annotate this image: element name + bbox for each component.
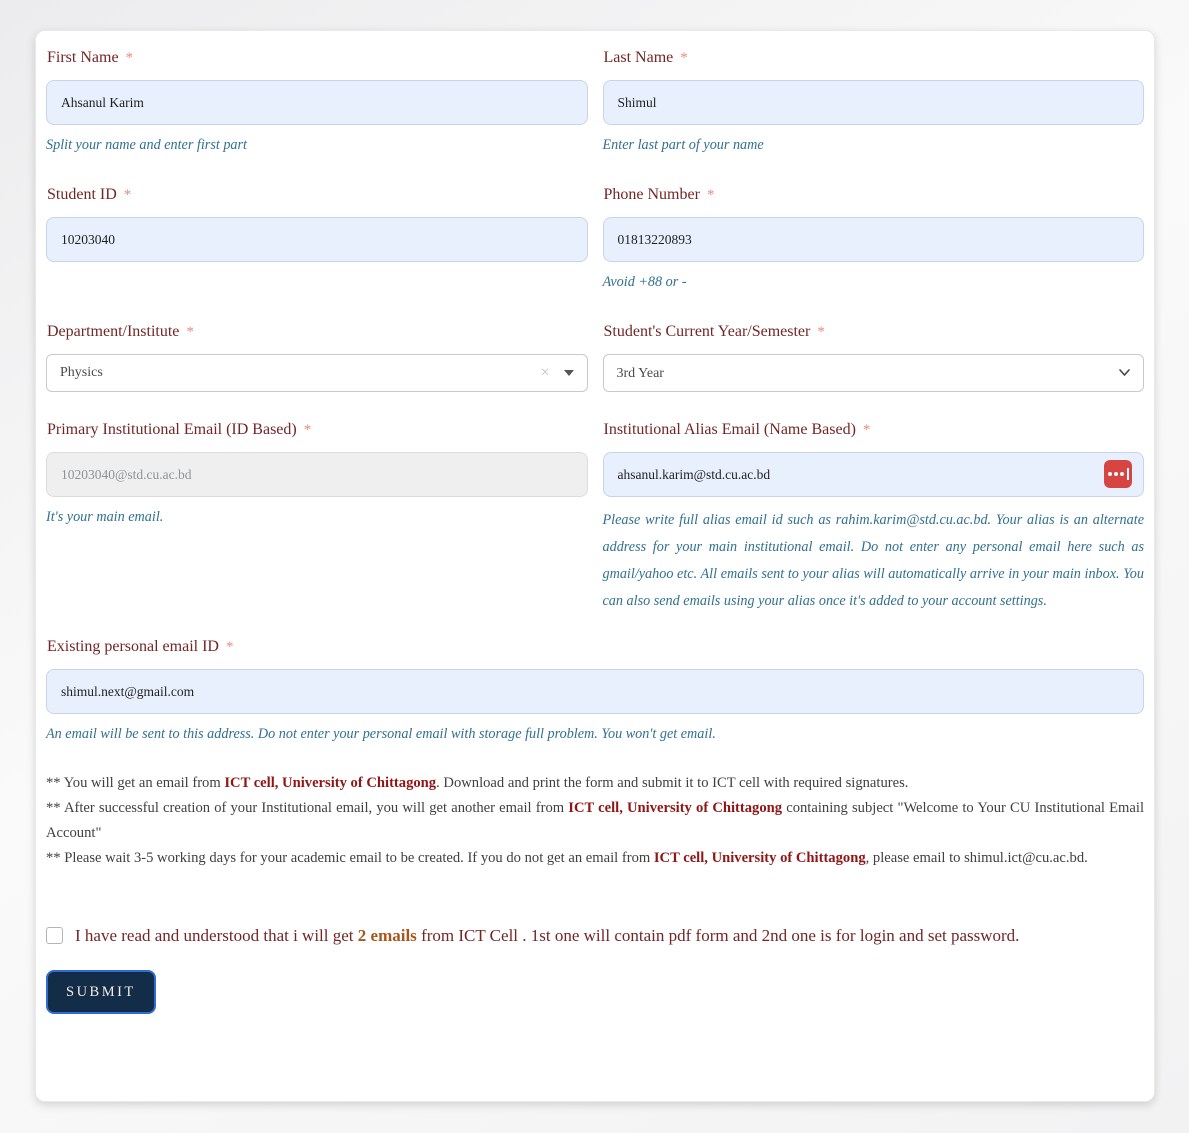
field-first-name [46,49,588,155]
field-personal-email [46,638,1144,744]
autofill-dot [1120,472,1124,476]
required-asterisk: * [123,187,132,203]
required-asterisk: * [186,324,194,340]
consent-highlight: 2 emails [357,926,417,945]
student-id-input[interactable] [46,217,588,262]
consent-checkbox[interactable] [46,927,63,944]
note-text: . Download and print the form and submit it to ICT cell with required signatures. [436,775,909,791]
consent-text-pre: I have read and understood that i will get [75,926,358,945]
last-name-helper: Enter last part of your name [602,137,764,153]
department-label-text: Department/Institute [47,323,180,340]
first-name-input[interactable] [46,80,588,125]
required-asterisk: * [862,422,871,438]
student-id-label-text: Student ID [47,186,117,203]
phone-label [604,186,1145,204]
primary-email-label [47,421,588,439]
consent-row[interactable] [46,919,1144,952]
name-row [46,49,1144,155]
personal-email-label [47,638,1144,656]
required-asterisk: * [125,50,134,66]
field-department [46,323,588,392]
phone-input[interactable] [603,217,1145,262]
note-text: ** You will get an email from [46,775,225,791]
autofill-icon[interactable] [1104,460,1132,488]
required-asterisk: * [706,187,715,203]
field-alias-email [603,421,1145,615]
year-label [604,323,1145,341]
year-label-text: Student's Current Year/Semester [603,323,811,340]
alias-email-input[interactable] [603,452,1145,497]
note-line-2 [46,796,1144,846]
primary-email-input [46,452,588,497]
notes-section [46,771,1144,871]
form-card [35,30,1155,1102]
note-line-1 [46,771,1144,796]
department-label [47,323,588,341]
last-name-label-text: Last Name [603,49,674,66]
note-line-3 [46,846,1144,871]
dropdown-caret-icon[interactable] [564,370,574,376]
dept-year-row [46,323,1144,392]
field-last-name [603,49,1145,155]
note-text: ** After successful creation of your Institutional email, you will get another email from [46,800,569,816]
note-bold-text: ICT cell, University of Chittagong [653,850,866,866]
required-asterisk: * [680,50,688,66]
primary-email-helper: It's your main email. [46,509,164,525]
field-phone [603,186,1145,292]
consent-label [75,919,1019,952]
last-name-input[interactable] [603,80,1145,125]
autofill-dot [1108,472,1112,476]
clear-icon[interactable]: × [540,364,550,381]
department-select[interactable] [46,354,588,392]
note-text: containing subject "Welcome to Your CU Institutional Email Account" [46,800,1144,841]
email-row [46,421,1144,615]
student-id-label [47,186,588,204]
phone-label-text: Phone Number [603,186,700,203]
year-select[interactable] [603,354,1145,392]
consent-text-post: from ICT Cell . 1st one will contain pdf form and 2nd one is for login and set password. [416,926,1020,945]
primary-email-label-text: Primary Institutional Email (ID Based) [47,421,297,438]
personal-email-helper: An email will be sent to this address. Do not enter your personal email with storage full problem. You won't get email. [46,726,716,742]
required-asterisk: * [225,639,234,655]
autofill-cursor-bar [1127,468,1129,480]
alias-email-label [604,421,1145,439]
field-year [603,323,1145,392]
department-selected-value: Physics [60,365,103,380]
alias-email-label-text: Institutional Alias Email (Name Based) [603,421,856,438]
personal-email-input[interactable] [46,669,1144,714]
personal-email-label-text: Existing personal email ID [47,638,219,655]
field-primary-email [46,421,588,615]
id-phone-row [46,186,1144,292]
required-asterisk: * [303,422,312,438]
first-name-helper: Split your name and enter first part [46,137,247,153]
note-text: , please email to shimul.ict@cu.ac.bd. [865,850,1088,866]
personal-email-row [46,638,1144,744]
alias-email-helper: Please write full alias email id such as rahim.karim@std.cu.ac.bd. Your alias is an alternate address for your main institutional email. Do not enter any personal email here such as gmail/yahoo etc. All emails sent to your alias will automatically arrive in your main inbox. You can also send emails using your alias once it's added to your account settings. [602,512,1144,609]
first-name-label [47,49,588,67]
field-student-id [46,186,588,292]
phone-helper: Avoid +88 or - [602,274,687,290]
alias-email-input-wrap [603,452,1145,497]
note-bold-text: ICT cell, University of Chittagong [568,800,783,816]
note-bold-text: ICT cell, University of Chittagong [224,775,437,791]
required-asterisk: * [817,324,825,340]
note-text: ** Please wait 3-5 working days for your academic email to be created. If you do not get an email from [46,850,654,866]
last-name-label [604,49,1145,67]
submit-button[interactable]: SUBMIT [46,970,156,1014]
autofill-dot [1114,472,1118,476]
year-select-wrap [603,354,1145,392]
first-name-label-text: First Name [47,49,119,66]
